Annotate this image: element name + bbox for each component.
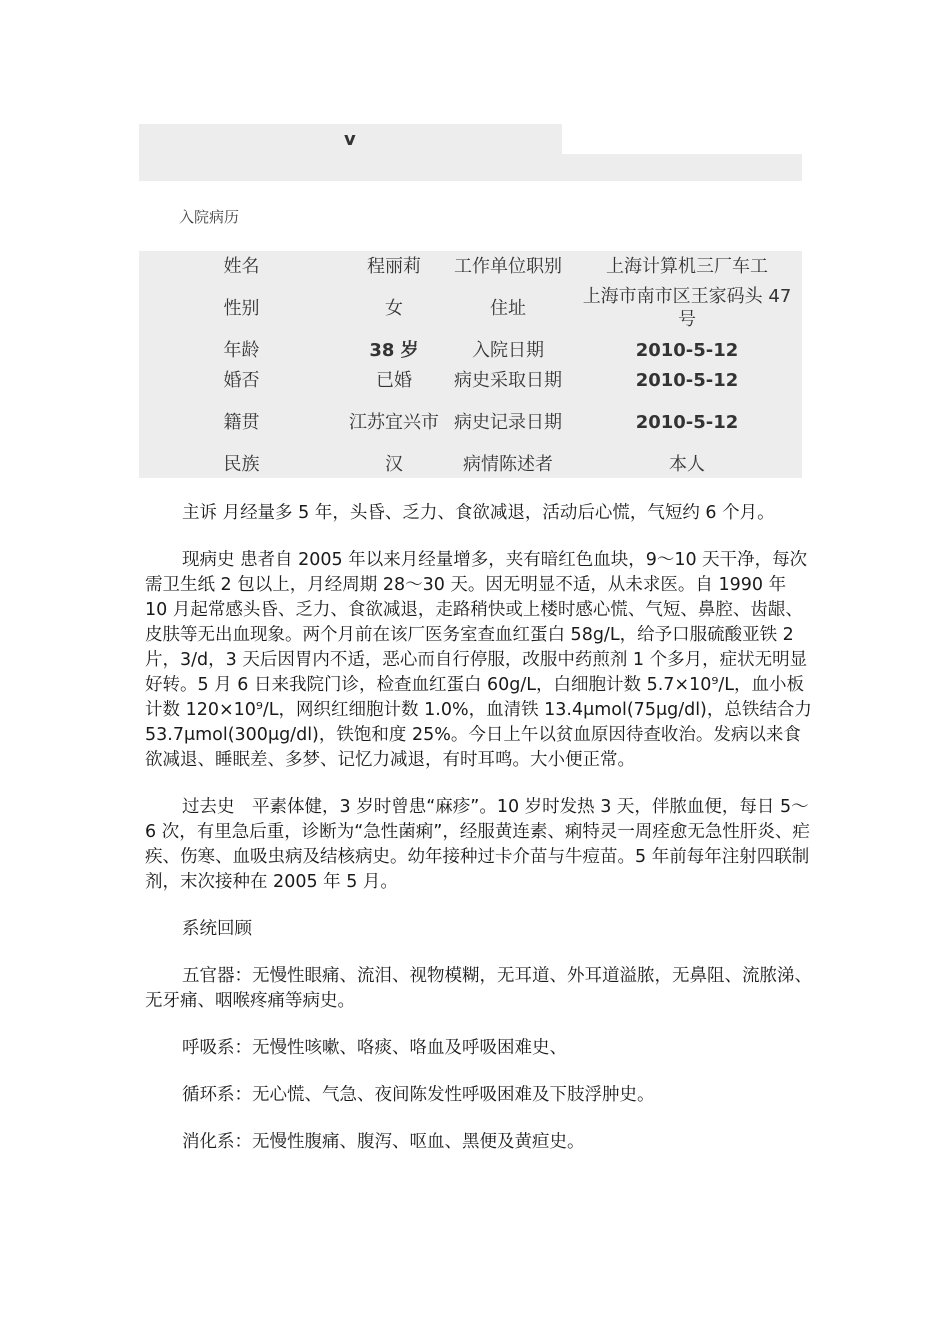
respiratory-paragraph: 呼吸系：无慢性咳嗽、咯痰、咯血及呼吸困难史、 bbox=[182, 1038, 567, 1058]
header-bar bbox=[139, 124, 802, 181]
value-sex: 女 bbox=[385, 297, 403, 319]
circulatory-paragraph: 循环系：无心慌、气急、夜间陈发性呼吸困难及下肢浮肿史。 bbox=[182, 1085, 655, 1105]
label-ethnicity: 民族 bbox=[223, 453, 260, 475]
table-row-name bbox=[139, 251, 802, 281]
label-marital: 婚否 bbox=[223, 369, 260, 391]
past-history-paragraph: 过去史 平素体健，3 岁时曾患“麻疹”。10 岁时发热 3 天，伴脓血便，每日 5～6 次，有里急后重，诊断为“急性菌痢”，经服黄连素、痢特灵一周痊愈无急性肝炎、疟疾、伤寒、血吸虫病及结核病史。幼年接种过卡介苗与牛痘苗。5 年前每年注射四联制剂，末次接种在 2005 年 5 月。 bbox=[145, 797, 810, 892]
digestive-paragraph: 消化系：无慢性腹痛、腹泻、呕血、黑便及黄疸史。 bbox=[182, 1132, 585, 1152]
label-native-place: 籍贯 bbox=[223, 411, 260, 433]
header-mark: v bbox=[344, 129, 356, 150]
table-row-sex bbox=[139, 281, 802, 335]
value-address: 上海市南市区王家码头 47 号 bbox=[582, 286, 792, 330]
value-ethnicity: 汉 bbox=[385, 453, 403, 475]
value-age: 38 岁 bbox=[369, 340, 419, 361]
label-history-recorded-date: 病史记录日期 bbox=[454, 411, 562, 433]
label-name: 姓名 bbox=[223, 255, 260, 277]
table-row-age bbox=[139, 335, 802, 366]
label-address: 住址 bbox=[490, 297, 526, 319]
label-informant: 病情陈述者 bbox=[463, 453, 553, 475]
value-admission-date: 2010-5-12 bbox=[635, 340, 739, 361]
chief-complaint-paragraph: 主诉 月经量多 5 年，头昏、乏力、食欲减退，活动后心慌，气短约 6 个月。 bbox=[182, 503, 775, 523]
label-age: 年龄 bbox=[223, 340, 260, 361]
system-review-heading: 系统回顾 bbox=[182, 919, 252, 939]
value-informant: 本人 bbox=[669, 453, 705, 475]
medical-record-body bbox=[145, 501, 813, 1177]
header-bottom-band bbox=[139, 154, 802, 181]
label-sex: 性别 bbox=[223, 297, 260, 319]
table-row-native-place bbox=[139, 394, 802, 450]
label-workplace: 工作单位职别 bbox=[454, 255, 562, 277]
table-row-ethnicity bbox=[139, 450, 802, 478]
patient-info-table bbox=[139, 251, 802, 478]
value-marital: 已婚 bbox=[376, 369, 412, 391]
present-illness-paragraph: 现病史 患者自 2005 年以来月经量增多，夹有暗红色血块，9～10 天干净，每次需卫生纸 2 包以上，月经周期 28～30 天。因无明显不适，从未求医。自 1990 年 10 月起常感头昏、乏力、食欲减退，走路稍快或上楼时感心慌、气短、鼻腔、齿龈、皮肤等无出血现象。两个月前在该厂医务室查血红蛋白 58g/L，给予口服硫酸亚铁 2 片，3/d，3 天后因胃内不适，恶心而自行停服，改服中药煎剂 1 个多月，症状无明显好转。5 月 6 日来我院门诊，检查血红蛋白 60g/L，白细胞计数 5.7×10⁹/L，血小板计数 120×10⁹/L，网织红细胞计数 1.0%，血清铁 13.4μmol(75μg/dl)，总铁结合力 53.7μmol(300μg/dl)，铁饱和度 25%。今日上午以贫血原因待查收治。发病以来食欲减退、睡眠差、多梦、记忆力减退，有时耳鸣。大小便正常。 bbox=[145, 550, 812, 770]
value-history-recorded-date: 2010-5-12 bbox=[635, 411, 739, 433]
ent-paragraph: 五官器：无慢性眼痛、流泪、视物模糊，无耳道、外耳道溢脓，无鼻阻、流脓涕、无牙痛、咽喉疼痛等病史。 bbox=[145, 966, 812, 1011]
value-native-place: 江苏宜兴市 bbox=[349, 411, 439, 433]
table-row-marital bbox=[139, 366, 802, 394]
document-title: 入院病历 bbox=[179, 208, 240, 226]
label-history-taken-date: 病史采取日期 bbox=[454, 369, 562, 391]
label-admission-date: 入院日期 bbox=[472, 340, 544, 361]
value-name: 程丽莉 bbox=[367, 255, 421, 277]
value-workplace: 上海计算机三厂车工 bbox=[606, 255, 768, 277]
value-history-taken-date: 2010-5-12 bbox=[635, 369, 739, 391]
header-top-band bbox=[139, 124, 562, 154]
